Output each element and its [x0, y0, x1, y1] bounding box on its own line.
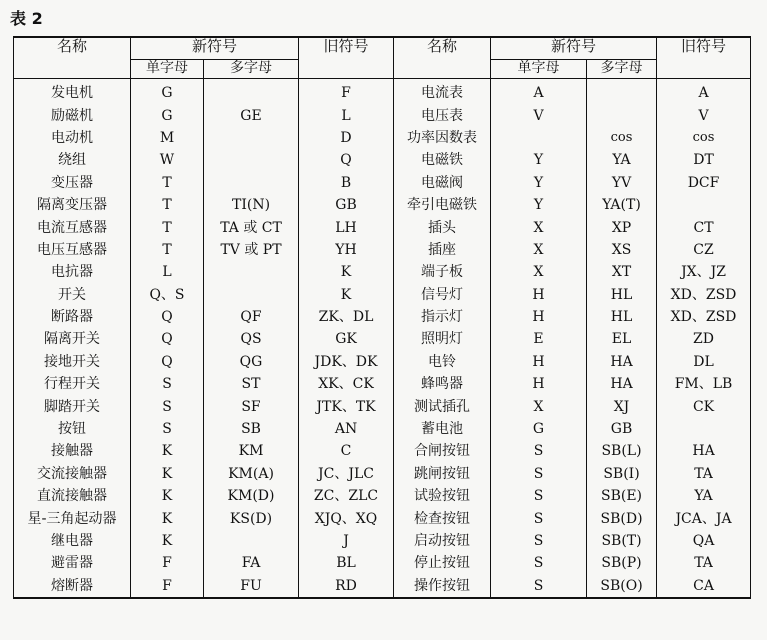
- left-name-cell: 星-三角起动器: [14, 507, 131, 529]
- left-old-symbol-cell: J: [299, 530, 394, 552]
- left-name-cell: 脚踏开关: [14, 395, 131, 417]
- right-old-symbol-cell: HA: [657, 440, 751, 462]
- right-multi-letter-cell: HA: [587, 351, 657, 373]
- left-single-letter-cell: Q: [131, 328, 204, 350]
- table-row: [14, 463, 751, 485]
- right-single-letter-cell: Y: [491, 172, 587, 194]
- left-old-symbol-cell: ZK、DL: [299, 306, 394, 328]
- left-old-symbol-cell: C: [299, 440, 394, 462]
- left-name-cell: 接地开关: [14, 351, 131, 373]
- right-single-letter-cell: X: [491, 261, 587, 283]
- right-old-symbol-cell: YA: [657, 485, 751, 507]
- table-row: [14, 284, 751, 306]
- left-name-cell: 电抗器: [14, 261, 131, 283]
- header-new-symbol-left: 新符号: [131, 37, 299, 60]
- right-multi-letter-cell: SB(L): [587, 440, 657, 462]
- right-multi-letter-cell: SB(P): [587, 552, 657, 574]
- table-row: [14, 552, 751, 574]
- right-multi-letter-cell: HL: [587, 284, 657, 306]
- left-single-letter-cell: G: [131, 79, 204, 105]
- right-old-symbol-cell: TA: [657, 463, 751, 485]
- right-single-letter-cell: G: [491, 418, 587, 440]
- right-multi-letter-cell: YA: [587, 149, 657, 171]
- left-multi-letter-cell: SF: [204, 395, 299, 417]
- left-name-cell: 避雷器: [14, 552, 131, 574]
- header-single-letter-right: 单字母: [491, 60, 587, 79]
- left-old-symbol-cell: F: [299, 79, 394, 105]
- left-old-symbol-cell: LH: [299, 216, 394, 238]
- left-old-symbol-cell: K: [299, 284, 394, 306]
- table-row: [14, 575, 751, 598]
- right-name-cell: 电铃: [394, 351, 491, 373]
- left-single-letter-cell: Q、S: [131, 284, 204, 306]
- left-name-cell: 电压互感器: [14, 239, 131, 261]
- right-single-letter-cell: A: [491, 79, 587, 105]
- right-name-cell: 启动按钮: [394, 530, 491, 552]
- right-multi-letter-cell: XS: [587, 239, 657, 261]
- table-row: [14, 440, 751, 462]
- left-multi-letter-cell: [204, 79, 299, 105]
- left-multi-letter-cell: KM: [204, 440, 299, 462]
- header-single-letter-left: 单字母: [131, 60, 204, 79]
- header-name-left: 名称: [14, 37, 131, 79]
- right-old-symbol-cell: DT: [657, 149, 751, 171]
- right-old-symbol-cell: CK: [657, 395, 751, 417]
- left-single-letter-cell: T: [131, 239, 204, 261]
- left-multi-letter-cell: [204, 172, 299, 194]
- left-old-symbol-cell: D: [299, 127, 394, 149]
- left-single-letter-cell: S: [131, 395, 204, 417]
- right-multi-letter-cell: YA(T): [587, 194, 657, 216]
- left-old-symbol-cell: YH: [299, 239, 394, 261]
- left-multi-letter-cell: QG: [204, 351, 299, 373]
- left-single-letter-cell: L: [131, 261, 204, 283]
- right-name-cell: 测试插孔: [394, 395, 491, 417]
- left-old-symbol-cell: L: [299, 104, 394, 126]
- left-single-letter-cell: Q: [131, 306, 204, 328]
- table-row: [14, 104, 751, 126]
- table-row: [14, 373, 751, 395]
- right-multi-letter-cell: [587, 104, 657, 126]
- right-old-symbol-cell: TA: [657, 552, 751, 574]
- table-body: [14, 79, 751, 598]
- right-single-letter-cell: Y: [491, 194, 587, 216]
- right-name-cell: 牵引电磁铁: [394, 194, 491, 216]
- left-name-cell: 电动机: [14, 127, 131, 149]
- right-multi-letter-cell: XP: [587, 216, 657, 238]
- table-row: [14, 351, 751, 373]
- header-old-symbol-left: 旧符号: [299, 37, 394, 79]
- right-multi-letter-cell: SB(E): [587, 485, 657, 507]
- right-old-symbol-cell: cos: [657, 127, 751, 149]
- left-name-cell: 断路器: [14, 306, 131, 328]
- right-single-letter-cell: [491, 127, 587, 149]
- left-old-symbol-cell: K: [299, 261, 394, 283]
- left-single-letter-cell: K: [131, 530, 204, 552]
- left-multi-letter-cell: TA 或 CT: [204, 216, 299, 238]
- right-single-letter-cell: S: [491, 485, 587, 507]
- left-multi-letter-cell: FA: [204, 552, 299, 574]
- header-old-symbol-right: 旧符号: [657, 37, 751, 79]
- left-name-cell: 行程开关: [14, 373, 131, 395]
- left-multi-letter-cell: [204, 530, 299, 552]
- table-row: [14, 306, 751, 328]
- right-old-symbol-cell: FM、LB: [657, 373, 751, 395]
- table-row: [14, 507, 751, 529]
- right-name-cell: 合闸按钮: [394, 440, 491, 462]
- left-single-letter-cell: T: [131, 194, 204, 216]
- right-name-cell: 功率因数表: [394, 127, 491, 149]
- left-old-symbol-cell: AN: [299, 418, 394, 440]
- left-single-letter-cell: F: [131, 552, 204, 574]
- left-multi-letter-cell: GE: [204, 104, 299, 126]
- right-old-symbol-cell: ZD: [657, 328, 751, 350]
- left-multi-letter-cell: [204, 127, 299, 149]
- table-row: [14, 79, 751, 105]
- right-name-cell: 停止按钮: [394, 552, 491, 574]
- left-name-cell: 按钮: [14, 418, 131, 440]
- right-name-cell: 蓄电池: [394, 418, 491, 440]
- left-multi-letter-cell: TV 或 PT: [204, 239, 299, 261]
- right-old-symbol-cell: CT: [657, 216, 751, 238]
- left-multi-letter-cell: KM(A): [204, 463, 299, 485]
- left-multi-letter-cell: KS(D): [204, 507, 299, 529]
- left-single-letter-cell: F: [131, 575, 204, 598]
- right-multi-letter-cell: EL: [587, 328, 657, 350]
- right-old-symbol-cell: DCF: [657, 172, 751, 194]
- left-old-symbol-cell: XK、CK: [299, 373, 394, 395]
- left-name-cell: 励磁机: [14, 104, 131, 126]
- right-multi-letter-cell: HL: [587, 306, 657, 328]
- left-multi-letter-cell: SB: [204, 418, 299, 440]
- table-row: [14, 194, 751, 216]
- right-single-letter-cell: S: [491, 575, 587, 598]
- left-multi-letter-cell: KM(D): [204, 485, 299, 507]
- table-row: [14, 239, 751, 261]
- left-name-cell: 发电机: [14, 79, 131, 105]
- right-name-cell: 电磁阀: [394, 172, 491, 194]
- right-name-cell: 照明灯: [394, 328, 491, 350]
- right-multi-letter-cell: [587, 79, 657, 105]
- right-single-letter-cell: S: [491, 507, 587, 529]
- table-row: [14, 127, 751, 149]
- right-name-cell: 电磁铁: [394, 149, 491, 171]
- left-multi-letter-cell: QF: [204, 306, 299, 328]
- right-name-cell: 蜂鸣器: [394, 373, 491, 395]
- left-name-cell: 开关: [14, 284, 131, 306]
- left-multi-letter-cell: [204, 261, 299, 283]
- table-caption: 表 2: [10, 9, 43, 28]
- right-old-symbol-cell: DL: [657, 351, 751, 373]
- right-single-letter-cell: V: [491, 104, 587, 126]
- table-row: [14, 418, 751, 440]
- left-old-symbol-cell: GK: [299, 328, 394, 350]
- left-single-letter-cell: K: [131, 485, 204, 507]
- left-old-symbol-cell: B: [299, 172, 394, 194]
- left-old-symbol-cell: XJQ、XQ: [299, 507, 394, 529]
- right-single-letter-cell: S: [491, 463, 587, 485]
- right-single-letter-cell: H: [491, 306, 587, 328]
- right-old-symbol-cell: JX、JZ: [657, 261, 751, 283]
- right-single-letter-cell: X: [491, 216, 587, 238]
- left-single-letter-cell: S: [131, 373, 204, 395]
- right-multi-letter-cell: SB(T): [587, 530, 657, 552]
- right-multi-letter-cell: HA: [587, 373, 657, 395]
- right-old-symbol-cell: JCA、JA: [657, 507, 751, 529]
- right-old-symbol-cell: A: [657, 79, 751, 105]
- left-old-symbol-cell: JC、JLC: [299, 463, 394, 485]
- left-old-symbol-cell: ZC、ZLC: [299, 485, 394, 507]
- right-single-letter-cell: E: [491, 328, 587, 350]
- right-name-cell: 信号灯: [394, 284, 491, 306]
- left-single-letter-cell: W: [131, 149, 204, 171]
- left-name-cell: 交流接触器: [14, 463, 131, 485]
- table-row: [14, 395, 751, 417]
- left-single-letter-cell: K: [131, 440, 204, 462]
- left-old-symbol-cell: JTK、TK: [299, 395, 394, 417]
- right-single-letter-cell: H: [491, 351, 587, 373]
- header-multi-letter-right: 多字母: [587, 60, 657, 79]
- right-name-cell: 指示灯: [394, 306, 491, 328]
- left-name-cell: 接触器: [14, 440, 131, 462]
- left-multi-letter-cell: [204, 149, 299, 171]
- left-name-cell: 电流互感器: [14, 216, 131, 238]
- left-single-letter-cell: G: [131, 104, 204, 126]
- left-single-letter-cell: S: [131, 418, 204, 440]
- right-single-letter-cell: Y: [491, 149, 587, 171]
- left-name-cell: 绕组: [14, 149, 131, 171]
- left-multi-letter-cell: TI(N): [204, 194, 299, 216]
- left-old-symbol-cell: GB: [299, 194, 394, 216]
- symbol-table: [13, 36, 751, 599]
- right-old-symbol-cell: [657, 194, 751, 216]
- left-name-cell: 隔离变压器: [14, 194, 131, 216]
- right-old-symbol-cell: V: [657, 104, 751, 126]
- right-name-cell: 跳闸按钮: [394, 463, 491, 485]
- right-multi-letter-cell: SB(O): [587, 575, 657, 598]
- left-single-letter-cell: T: [131, 216, 204, 238]
- right-multi-letter-cell: SB(D): [587, 507, 657, 529]
- left-multi-letter-cell: ST: [204, 373, 299, 395]
- right-multi-letter-cell: cos: [587, 127, 657, 149]
- right-old-symbol-cell: [657, 418, 751, 440]
- right-single-letter-cell: X: [491, 239, 587, 261]
- left-old-symbol-cell: BL: [299, 552, 394, 574]
- right-name-cell: 插头: [394, 216, 491, 238]
- right-old-symbol-cell: CZ: [657, 239, 751, 261]
- left-single-letter-cell: M: [131, 127, 204, 149]
- left-multi-letter-cell: [204, 284, 299, 306]
- table-row: [14, 530, 751, 552]
- right-name-cell: 检查按钮: [394, 507, 491, 529]
- left-name-cell: 变压器: [14, 172, 131, 194]
- left-name-cell: 继电器: [14, 530, 131, 552]
- left-name-cell: 隔离开关: [14, 328, 131, 350]
- right-single-letter-cell: X: [491, 395, 587, 417]
- right-single-letter-cell: S: [491, 440, 587, 462]
- right-name-cell: 电压表: [394, 104, 491, 126]
- table-row: [14, 328, 751, 350]
- right-multi-letter-cell: XJ: [587, 395, 657, 417]
- right-old-symbol-cell: XD、ZSD: [657, 306, 751, 328]
- right-multi-letter-cell: YV: [587, 172, 657, 194]
- right-old-symbol-cell: CA: [657, 575, 751, 598]
- right-single-letter-cell: S: [491, 530, 587, 552]
- table-row: [14, 261, 751, 283]
- right-name-cell: 插座: [394, 239, 491, 261]
- right-single-letter-cell: H: [491, 284, 587, 306]
- left-single-letter-cell: K: [131, 507, 204, 529]
- right-single-letter-cell: S: [491, 552, 587, 574]
- right-old-symbol-cell: QA: [657, 530, 751, 552]
- right-old-symbol-cell: XD、ZSD: [657, 284, 751, 306]
- left-old-symbol-cell: Q: [299, 149, 394, 171]
- left-old-symbol-cell: JDK、DK: [299, 351, 394, 373]
- right-name-cell: 端子板: [394, 261, 491, 283]
- right-name-cell: 试验按钮: [394, 485, 491, 507]
- left-old-symbol-cell: RD: [299, 575, 394, 598]
- left-multi-letter-cell: QS: [204, 328, 299, 350]
- right-multi-letter-cell: XT: [587, 261, 657, 283]
- header-multi-letter-left: 多字母: [204, 60, 299, 79]
- left-name-cell: 熔断器: [14, 575, 131, 598]
- left-single-letter-cell: T: [131, 172, 204, 194]
- header-name-right: 名称: [394, 37, 491, 79]
- table-row: [14, 216, 751, 238]
- right-name-cell: 电流表: [394, 79, 491, 105]
- header-new-symbol-right: 新符号: [491, 37, 657, 60]
- right-name-cell: 操作按钮: [394, 575, 491, 598]
- right-single-letter-cell: H: [491, 373, 587, 395]
- right-multi-letter-cell: GB: [587, 418, 657, 440]
- left-name-cell: 直流接触器: [14, 485, 131, 507]
- right-multi-letter-cell: SB(I): [587, 463, 657, 485]
- left-single-letter-cell: K: [131, 463, 204, 485]
- table-row: [14, 485, 751, 507]
- table-row: [14, 149, 751, 171]
- table-row: [14, 172, 751, 194]
- left-single-letter-cell: Q: [131, 351, 204, 373]
- left-multi-letter-cell: FU: [204, 575, 299, 598]
